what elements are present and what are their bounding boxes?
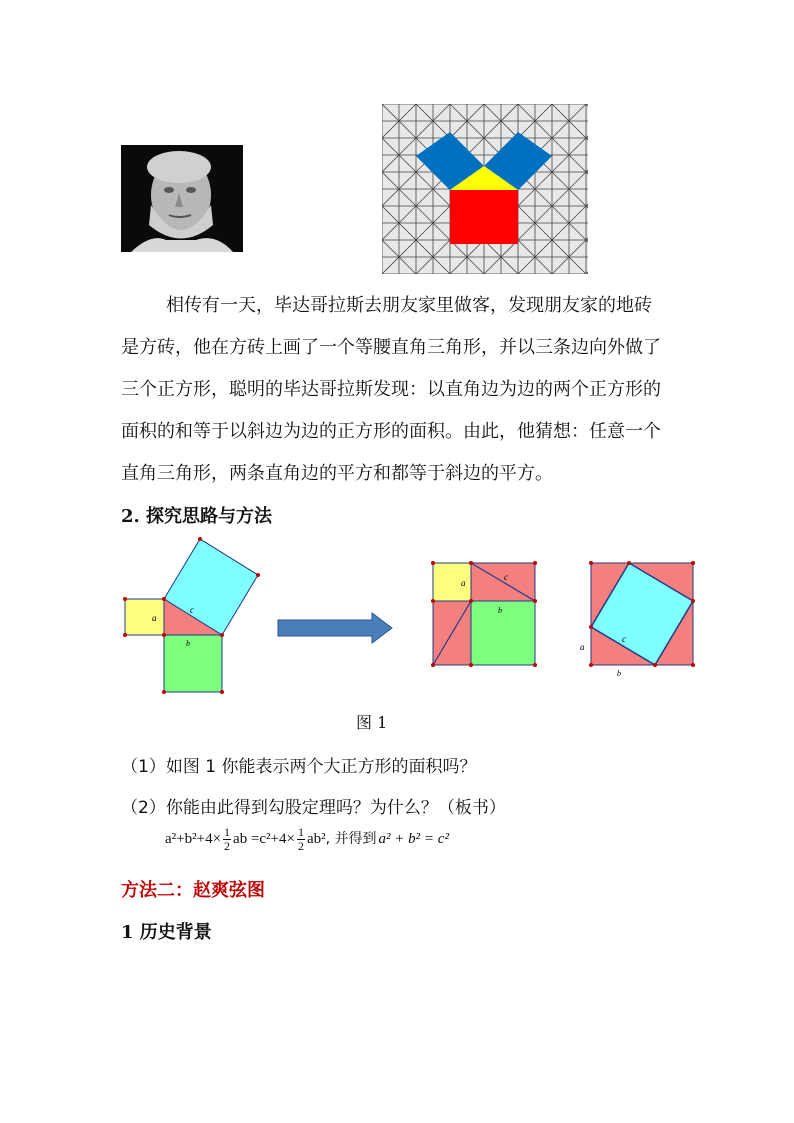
question-2: （2）你能由此得到勾股定理吗？为什么？（板书） [121, 798, 506, 818]
formula-mid: ab =c²+4× [233, 830, 295, 847]
section-heading: 2. 探究思路与方法 [121, 506, 273, 527]
red-square [450, 190, 518, 244]
question-1: （1）如图 1 你能表示两个大正方形的面积吗？ [121, 757, 477, 777]
figure1-left-diagram [120, 535, 265, 695]
history-heading: 1 历史背景 [121, 922, 212, 943]
formula-result: a² + b² = c² [378, 830, 449, 847]
label-a: a [152, 613, 157, 623]
fraction-half: $\frac{1}{2}$ [224, 825, 231, 853]
intro-line: 面积的和等于以斜边为边的正方形的面积。由此，他猜想：任意一个 [121, 421, 661, 442]
pythagoras-bust-image [121, 145, 243, 252]
intro-line: 直角三角形，两条直角边的平方和都等于斜边的平方。 [121, 463, 553, 484]
label-b: b [498, 606, 502, 615]
figure-caption: 图 1 [356, 713, 388, 732]
formula-tail: , 并得到 [325, 830, 377, 847]
right-arrow [276, 612, 394, 644]
label-a: a [580, 642, 585, 652]
label-c: c [504, 572, 508, 582]
yellow-square [125, 599, 164, 635]
green-square [164, 635, 222, 692]
method-heading: 方法二：赵爽弦图 [121, 880, 265, 901]
fraction-half: $\frac{1}{2}$ [297, 825, 304, 853]
label-b: b [186, 639, 190, 648]
tile-grid-figure [382, 104, 588, 274]
label-c: c [622, 634, 626, 644]
label-b: b [617, 669, 621, 678]
formula [165, 826, 449, 853]
formula-mid2: ab² [306, 830, 326, 847]
intro-line: 相传有一天，毕达哥拉斯去朋友家里做客，发现朋友家的地砖 [166, 295, 652, 316]
formula-left: a²+b²+4× [165, 830, 222, 847]
figure1-middle-diagram [430, 560, 538, 668]
intro-paragraph [121, 285, 681, 495]
intro-line: 三个正方形，聪明的毕达哥拉斯发现：以直角边为边的两个正方形的 [121, 379, 661, 400]
intro-line: 是方砖，他在方砖上画了一个等腰直角三角形，并以三条边向外做了 [121, 337, 661, 358]
label-a: a [461, 578, 466, 588]
label-c: c [190, 605, 194, 615]
figure1-right-diagram [575, 560, 700, 682]
green-square [471, 601, 535, 665]
